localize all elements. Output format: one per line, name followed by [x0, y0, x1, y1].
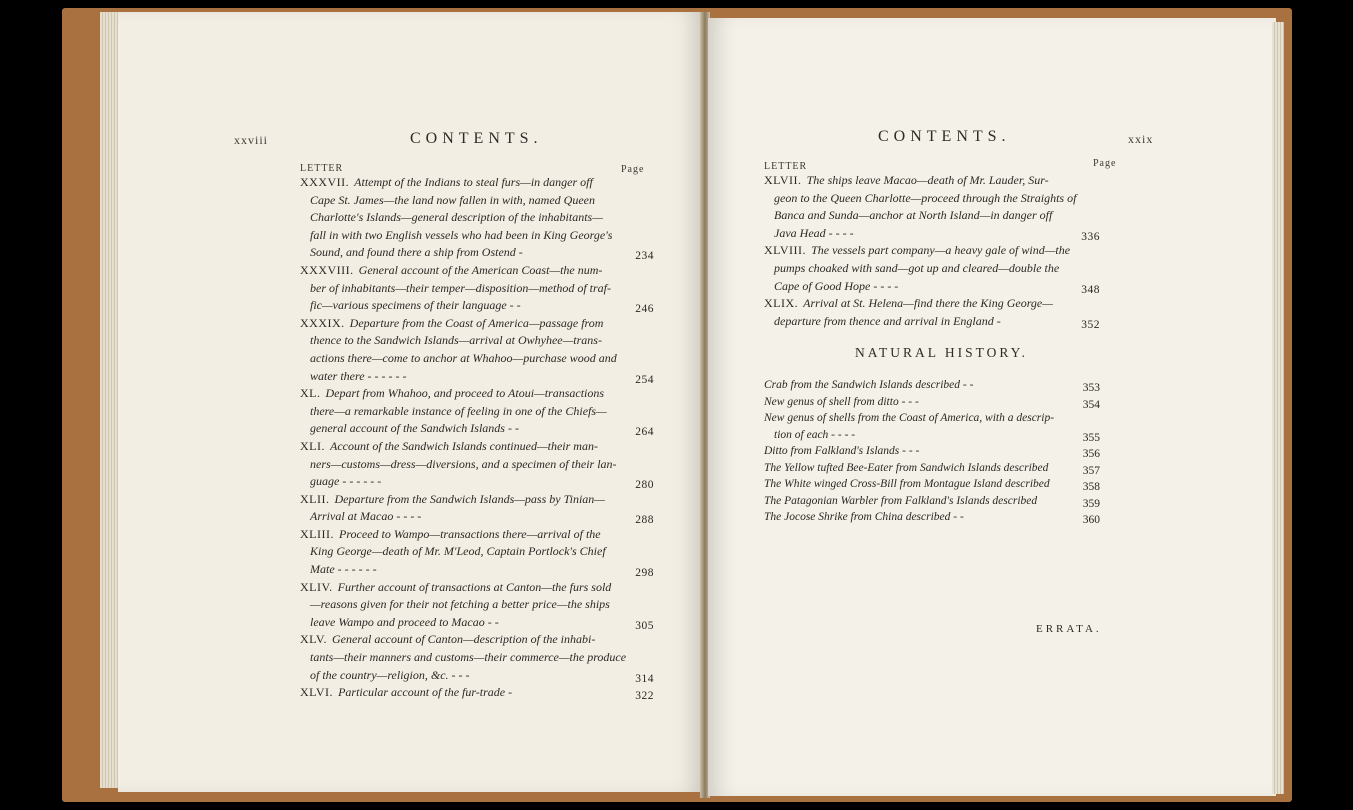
page-reference: 352: [1081, 318, 1100, 331]
item-text: tion of each - - - -: [774, 428, 856, 441]
letter-number: XLII.: [300, 491, 330, 506]
page-reference: 280: [635, 479, 654, 492]
entry-text: fall in with two English vessels who had been in King George's: [310, 227, 613, 242]
entry-text: ber of inhabitants—their temper—disposition—method of traf-: [310, 280, 612, 295]
entry-text: Proceed to Wampo—transactions there—arrival of the: [338, 526, 601, 541]
page-number-right: xxix: [1128, 132, 1154, 146]
entry-text: tants—their manners and customs—their commerce—the produce: [310, 650, 627, 665]
letter-number: XLIII.: [300, 526, 334, 541]
entry-text: Departure from the Coast of America—passage from: [349, 315, 604, 330]
toc-entry: [764, 242, 1100, 295]
entry-text: Departure from the Sandwich Islands—pass by Tinian—: [334, 491, 605, 506]
page-title-right: CONTENTS.: [878, 128, 1011, 145]
entry-text: Cape of Good Hope - - - -: [774, 278, 899, 293]
entry-text: Arrival at Macao - - - -: [310, 509, 422, 524]
item-text: The Yellow tufted Bee-Eater from Sandwich Islands described: [764, 461, 1049, 474]
page-reference: 254: [635, 373, 654, 386]
natural-history-item: [764, 410, 1100, 443]
entry-text: geon to the Queen Charlotte—proceed through the Straights of: [774, 190, 1077, 205]
page-reference: 298: [635, 567, 654, 580]
letter-number: XLVI.: [300, 685, 334, 700]
item-text: New genus of shells from the Coast of America, with a descrip-: [764, 412, 1055, 424]
item-text: The White winged Cross-Bill from Montague Island described: [764, 478, 1050, 490]
natural-history-item: [764, 493, 1100, 510]
entry-text: Banca and Sunda—anchor at North Island—in danger off: [774, 208, 1053, 223]
natural-history-item: [764, 509, 1100, 526]
entry-text: ners—customs—dress—diversions, and a specimen of their lan-: [310, 456, 617, 471]
entry-text: King George—death of Mr. M'Leod, Captain Portlock's Chief: [310, 544, 606, 559]
entry-text: General account of the American Coast—the num-: [358, 262, 603, 277]
entry-text: Particular account of the fur-trade -: [338, 685, 513, 700]
entry-text: general account of the Sandwich Islands - -: [310, 421, 519, 436]
entry-text: Further account of transactions at Canton—the furs sold: [337, 579, 612, 594]
item-text: New genus of shell from ditto - - -: [764, 395, 919, 408]
natural-history-list: [764, 377, 1100, 526]
page-reference: 246: [635, 303, 654, 316]
page-reference: 314: [635, 672, 654, 685]
entry-text: The ships leave Macao—death of Mr. Lauder, Sur-: [806, 173, 1049, 187]
letter-number: XXXIX.: [300, 315, 345, 330]
letter-number: XLIX.: [764, 296, 799, 311]
page-reference: 288: [635, 514, 654, 527]
natural-history-item: [764, 476, 1100, 493]
column-head-page: Page: [621, 164, 645, 175]
entry-text: Charlotte's Islands—general description of the inhabitants—: [310, 210, 603, 225]
entry-text: leave Wampo and proceed to Macao - -: [310, 614, 499, 629]
entry-text: actions there—come to anchor at Whahoo—purchase wood and: [310, 350, 617, 365]
natural-history-item: [764, 460, 1100, 477]
item-text: Crab from the Sandwich Islands described - -: [764, 379, 974, 391]
toc-entry: [300, 526, 654, 579]
toc-entry: [300, 579, 654, 632]
page-reference: 357: [1082, 464, 1100, 477]
letter-number: XLIV.: [300, 579, 333, 594]
entry-text: of the country—religion, &c. - - -: [310, 667, 470, 682]
page-reference: 356: [1082, 448, 1100, 460]
item-text: The Patagonian Warbler from Falkland's Islands described: [764, 494, 1038, 507]
page-reference: 359: [1082, 497, 1100, 510]
page-reference: 360: [1082, 514, 1100, 526]
toc-entry: [300, 438, 654, 491]
natural-history-item: [764, 443, 1100, 460]
natural-history-item: [764, 394, 1100, 411]
entry-text: water there - - - - - -: [310, 368, 407, 383]
entry-text: Arrival at St. Helena—find there the King George—: [803, 296, 1053, 311]
toc-entry: [764, 295, 1100, 330]
entry-text: guage - - - - - -: [310, 474, 382, 489]
errata-heading: ERRATA.: [1036, 623, 1102, 635]
page-reference: 355: [1082, 431, 1100, 444]
page-title-left: CONTENTS.: [410, 130, 543, 147]
letter-number: XLV.: [300, 632, 328, 647]
entry-text: —reasons given for their not fetching a better price—the ships: [310, 597, 610, 612]
page-reference: 358: [1082, 481, 1100, 493]
page-number-left: xxviii: [234, 133, 269, 147]
page-reference: 348: [1081, 283, 1100, 296]
page-reference: 234: [635, 250, 654, 263]
entry-text: The vessels part company—a heavy gale of wind—the: [811, 243, 1071, 258]
page-reference: 305: [635, 619, 654, 632]
entry-text: Depart from Whahoo, and proceed to Atoui—transactions: [325, 386, 605, 401]
page-reference: 336: [1081, 230, 1100, 243]
page-reference: 354: [1082, 398, 1100, 411]
toc-entry: [300, 174, 654, 262]
contents-list-right: [764, 172, 1100, 330]
toc-entry: [764, 172, 1100, 242]
letter-number: XXXVIII.: [300, 262, 354, 277]
entry-text: Mate - - - - - -: [310, 562, 377, 577]
item-text: Ditto from Falkland's Islands - - -: [764, 445, 920, 457]
toc-entry: [300, 684, 654, 702]
letter-number: XLI.: [300, 438, 325, 453]
entry-text: pumps choaked with sand—got up and cleared—double the: [774, 260, 1060, 275]
page-reference: 322: [635, 690, 654, 703]
entry-text: Attempt of the Indians to steal furs—in danger off: [354, 175, 593, 189]
entry-text: Sound, and found there a ship from Ostend -: [310, 245, 523, 260]
page-reference: 353: [1082, 382, 1100, 394]
column-head-page-right: Page: [1093, 158, 1117, 169]
entry-text: Account of the Sandwich Islands continued—their man-: [330, 438, 598, 453]
page-reference: 264: [635, 426, 654, 439]
letter-number: XLVIII.: [764, 243, 807, 258]
toc-entry: [300, 385, 654, 438]
contents-list-left: [300, 174, 654, 702]
entry-text: there—a remarkable instance of feeling in one of the Chiefs—: [310, 403, 607, 418]
letter-number: XXXVII.: [300, 175, 350, 189]
column-head-letter: LETTER: [300, 163, 344, 174]
entry-text: Cape St. James—the land now fallen in with, named Queen: [310, 192, 595, 207]
natural-history-item: [764, 377, 1100, 394]
letter-number: XL.: [300, 386, 321, 401]
entry-text: General account of Canton—description of the inhabi-: [332, 632, 596, 647]
toc-entry: [300, 631, 654, 684]
entry-text: departure from thence and arrival in England -: [774, 313, 1001, 328]
entry-text: Java Head - - - -: [774, 225, 854, 240]
entry-text: thence to the Sandwich Islands—arrival at Owhyhee—trans-: [310, 333, 602, 348]
entry-text: fic—various specimens of their language - -: [310, 298, 521, 313]
natural-history-heading: NATURAL HISTORY.: [855, 345, 1029, 360]
item-text: The Jocose Shrike from China described - -: [764, 511, 964, 523]
letter-number: XLVII.: [764, 173, 802, 187]
page-edges-right: [1272, 22, 1284, 794]
column-head-letter-right: LETTER: [764, 161, 808, 172]
toc-entry: [300, 315, 654, 385]
toc-entry: [300, 262, 654, 315]
toc-entry: [300, 491, 654, 526]
